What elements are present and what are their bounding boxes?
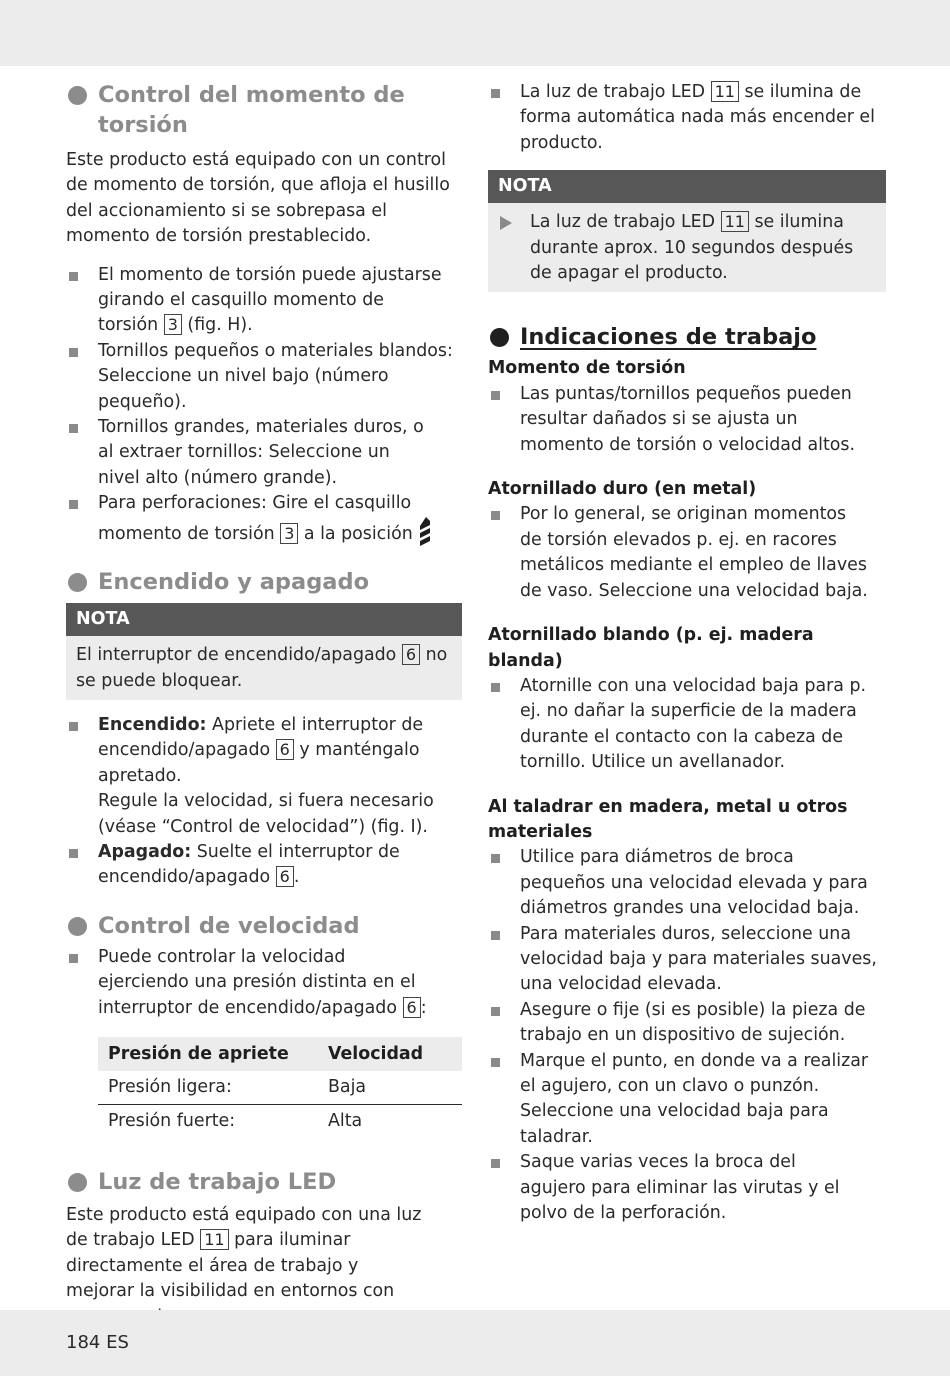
part-number-box: 3 [280, 523, 298, 544]
table-header-speed: Velocidad [318, 1037, 462, 1071]
square-bullet-icon [491, 683, 500, 692]
part-number-box: 11 [711, 81, 739, 102]
note-box-switch [66, 603, 462, 700]
heading-led-light: Luz de trabajo LED [66, 1167, 462, 1197]
hard-screwing-tips [488, 502, 886, 604]
list-item: Puede controlar la velocidad ejerciendo una presión distinta en el interruptor de encendido/apagado 6 : [66, 945, 428, 1021]
square-bullet-icon [491, 391, 500, 400]
heading-work-instructions: Indicaciones de trabajo [488, 322, 886, 352]
part-number-box: 3 [164, 314, 182, 335]
list-item: Tornillos pequeños o materiales blandos: Seleccione un nivel bajo (número pequeño). [66, 339, 462, 415]
list-item: Tornillos grandes, materiales duros, o al extraer tornillos: Seleccione un nivel alto (número grande). [66, 415, 428, 491]
left-column [66, 80, 462, 1330]
list-item: Marque el punto, en donde va a realizar el agujero, con un clavo o punzón. Seleccione una velocidad baja para taladrar. [488, 1049, 886, 1151]
note-text: El interruptor de encendido/apagado 6 no se puede bloquear. [76, 645, 448, 691]
list-item: Asegure o fije (si es posible) la pieza de trabajo en un dispositivo de sujeción. [488, 998, 886, 1049]
bottom-band [0, 1310, 950, 1376]
torque-tips [488, 382, 886, 458]
subheading-torque: Momento de torsión [488, 358, 686, 379]
part-number-box: 6 [403, 997, 421, 1018]
square-bullet-icon [491, 1159, 500, 1168]
subheading-soft-screwing: Atornillado blando (p. ej. madera blanda) [488, 625, 814, 671]
list-item: Las puntas/tornillos pequeños pueden resultar dañados si se ajusta un momento de torsión o velocidad altos. [488, 382, 886, 458]
bullet-dot-icon [68, 573, 87, 592]
triangle-bullet-icon [500, 216, 512, 230]
square-bullet-icon [69, 849, 78, 858]
part-number-box: 11 [721, 211, 749, 232]
list-item: Saque varias veces la broca del agujero para eliminar las virutas y el polvo de la perforación. [488, 1150, 860, 1226]
square-bullet-icon [69, 424, 78, 433]
table-header-pressure: Presión de apriete [98, 1037, 318, 1071]
soft-screwing-tips [488, 674, 886, 776]
right-column [488, 80, 886, 1226]
top-band [0, 0, 950, 66]
square-bullet-icon [69, 500, 78, 509]
list-item: Utilice para diámetros de broca pequeños una velocidad elevada y para diámetros grandes una velocidad baja. [488, 845, 875, 921]
bullet-dot-icon [68, 86, 87, 105]
square-bullet-icon [69, 722, 78, 731]
speed-bullets [66, 945, 462, 1021]
drilling-tips [488, 845, 886, 1226]
subheading-hard-screwing: Atornillado duro (en metal) [488, 479, 757, 500]
list-item: Atornille con una velocidad baja para p. ej. no dañar la superficie de la madera durante el contacto con la cabeza de tornillo. Utilice un avellanador. [488, 674, 886, 776]
part-number-box: 11 [200, 1229, 228, 1250]
square-bullet-icon [491, 511, 500, 520]
table-row: Presión ligera: Baja [98, 1071, 462, 1105]
list-item: Para perforaciones: Gire el casquillo momento de torsión 3 a la posición [66, 491, 438, 547]
square-bullet-icon [69, 954, 78, 963]
note-box-led [488, 170, 886, 292]
square-bullet-icon [491, 1058, 500, 1067]
square-bullet-icon [69, 272, 78, 281]
list-item: La luz de trabajo LED 11 se ilumina de forma automática nada más encender el producto. [488, 80, 886, 156]
square-bullet-icon [491, 854, 500, 863]
square-bullet-icon [69, 348, 78, 357]
heading-speed-control: Control de velocidad [66, 911, 462, 941]
table-row: Presión fuerte: Alta [108, 1111, 363, 1132]
note-text: La luz de trabajo LED 11 se ilumina durante aprox. 10 segundos después de apagar el producto. [488, 203, 886, 292]
led-intro: Este producto está equipado con una luz de trabajo LED 11 para iluminar directamente el área de trabajo y mejorar la visibilidad en entornos con [66, 1204, 422, 1302]
bullet-dot-icon [68, 1173, 87, 1192]
on-off-bullets [66, 713, 462, 891]
square-bullet-icon [491, 89, 500, 98]
bullet-dot-icon [490, 328, 509, 347]
part-number-box: 6 [276, 739, 294, 760]
torque-bullets [66, 263, 462, 547]
heading-torque-control: Control del momento de torsión [66, 80, 428, 140]
page-number: 184 ES [66, 1332, 129, 1353]
list-item: Apagado: Suelte el interruptor de encendido/apagado 6 . [66, 840, 428, 891]
subheading-drilling: Al taladrar en madera, metal u otros materiales [488, 796, 848, 842]
list-item: Por lo general, se originan momentos de torsión elevados p. ej. en racores metálicos mediante el empleo de llaves de vaso. Seleccione una velocidad baja. [488, 502, 870, 604]
square-bullet-icon [491, 1007, 500, 1016]
note-title: NOTA [488, 170, 886, 203]
list-item: Para materiales duros, seleccione una velocidad baja y para materiales suaves, una velocidad elevada. [488, 922, 886, 998]
bullet-dot-icon [68, 917, 87, 936]
square-bullet-icon [491, 931, 500, 940]
part-number-box: 6 [402, 644, 420, 665]
part-number-box: 6 [276, 866, 294, 887]
speed-table [98, 1037, 462, 1138]
led-bullets [488, 80, 886, 156]
drill-bit-icon [418, 517, 432, 547]
heading-on-off: Encendido y apagado [66, 567, 462, 597]
note-title: NOTA [66, 603, 462, 636]
list-item: Encendido: Apriete el interruptor de encendido/apagado 6 y manténgalo apretado. Regule la velocidad, si fuera necesario (véase “Control de velocidad”) (fig. I). [66, 713, 462, 840]
table-header-row [98, 1037, 462, 1071]
list-item: El momento de torsión puede ajustarse girando el casquillo momento de torsión 3 (fig. H). [66, 263, 448, 339]
torque-intro: Este producto está equipado con un control de momento de torsión, que afloja el husillo del accionamiento si se sobrepasa el momento de torsión prestablecido. [66, 150, 450, 247]
